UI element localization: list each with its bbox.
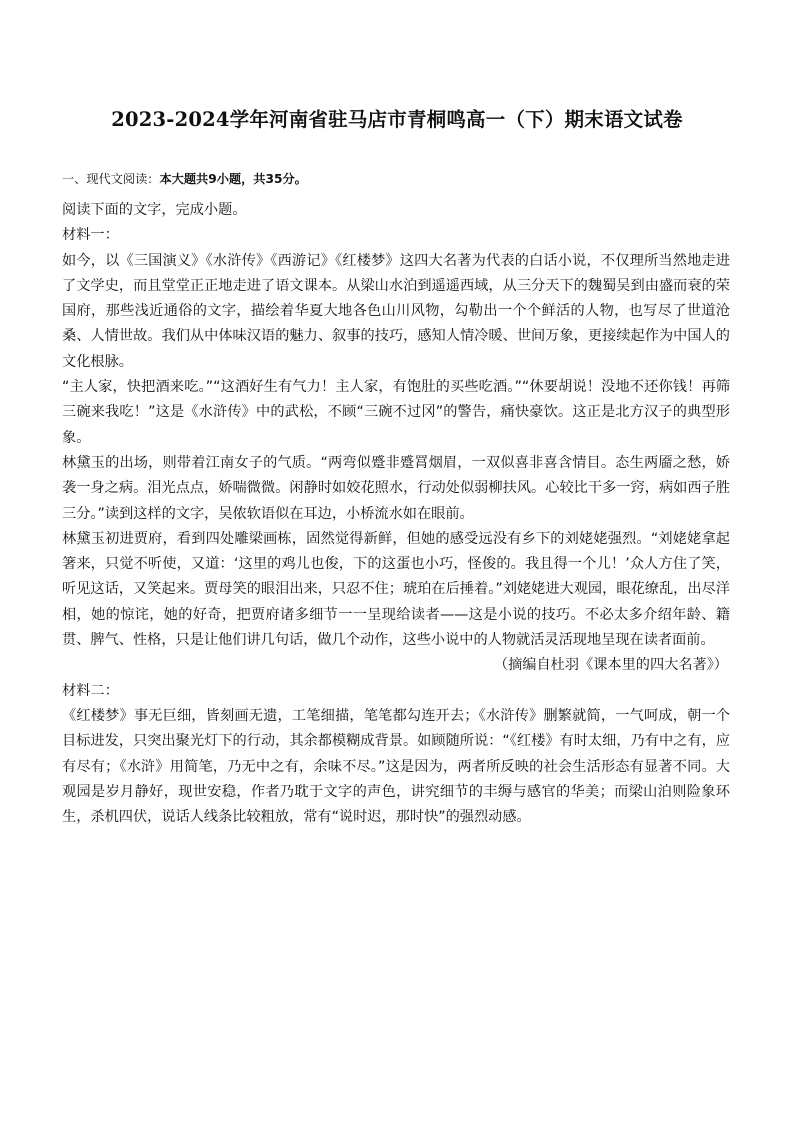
section-prefix: 一、现代文阅读： [62, 172, 160, 186]
material-1-label: 材料一： [62, 227, 119, 244]
material-2-label: 材料二： [62, 682, 119, 699]
instruction: 阅读下面的文字，完成小题。 [62, 202, 247, 218]
material-1-paragraph: “主人家，快把酒来吃。”“这酒好生有气力！主人家，有饱肚的买些吃酒。”“休要胡说！没地不还你钱！再筛三碗来我吃！”这是《水浒传》中的武松，不顾“三碗不过冈”的警告，痛快豪饮。这正是北方汉子的典型形象。 [62, 379, 730, 446]
material-1-paragraph: 如今，以《三国演义》《水浒传》《西游记》《红楼梦》这四大名著为代表的白话小说，不仅理所当然地走进了文学史，而且堂堂正正地走进了语文课本。从梁山水泊到遥遥西域，从三分天下的魏蜀吴到由盛而衰的荣国府，那些浅近通俗的文字，描绘着华夏大地各色山川风物，勾勒出一个个鲜活的人物，也写尽了世道沧桑、人情世故。我们从中体味汉语的魅力、叙事的技巧，感知人情冷暖、世间万象，更接续起作为中国人的文化根脉。 [62, 252, 730, 370]
material-2-paragraph: 《红楼梦》事无巨细，皆刻画无遗，工笔细描，笔笔都勾连开去；《水浒传》删繁就简，一气呵成，朝一个目标进发，只突出聚光灯下的行动，其余都模糊成背景。如顾随所说：“《红楼》有时太细，乃有中之有，应有尽有；《水浒》用简笔，乃无中之有，余味不尽。”这是因为，两者所反映的社会生活形态有显著不同。大观园是岁月静好，现世安稳，作者乃耽于文字的声色，讲究细节的丰缛与感官的华美；而梁山泊则险象环生，杀机四伏，说话人线条比较粗放，常有“说时迟，那时快”的强烈动感。 [62, 707, 730, 826]
material-1-source: （摘编自杜羽《课本里的四大名著》） [493, 657, 728, 674]
section-detail: 本大题共9小题，共35分。 [159, 172, 307, 186]
section-heading [62, 170, 730, 188]
material-1-paragraph: 林黛玉初进贾府，看到四处雕梁画栋，固然觉得新鲜，但她的感受远没有乡下的刘姥姥强烈。“刘姥姥拿起箸来，只觉不听使，又道：‘这里的鸡儿也俊，下的这蛋也小巧，怪俊的。我且得一个儿！’众人方住了笑，听见这话，又笑起来。贾母笑的眼泪出来，只忍不住；琥珀在后捶着。”刘姥姥进大观园，眼花缭乱，出尽洋相，她的惊诧，她的好奇，把贾府诸多细节一一呈现给读者——这是小说的技巧。不必太多介绍年龄、籍贯、脾气、性格，只是让他们讲几句话，做几个动作，这些小说中的人物就活灵活现地呈现在读者面前。 [62, 530, 730, 649]
reading-section [62, 170, 730, 830]
material-1-paragraph: 林黛玉的出场，则带着江南女子的气质。“两弯似蹙非蹙罥烟眉，一双似喜非喜含情目。态生两靥之愁，娇袭一身之病。泪光点点，娇喘微微。闲静时如姣花照水，行动处似弱柳扶风。心较比干多一窍，病如西子胜三分。”读到这样的文字，吴侬软语似在耳边，小桥流水如在眼前。 [62, 454, 730, 522]
exam-title: 2023-2024学年河南省驻马店市青桐鸣高一（下）期末语文试卷 [111, 108, 683, 131]
